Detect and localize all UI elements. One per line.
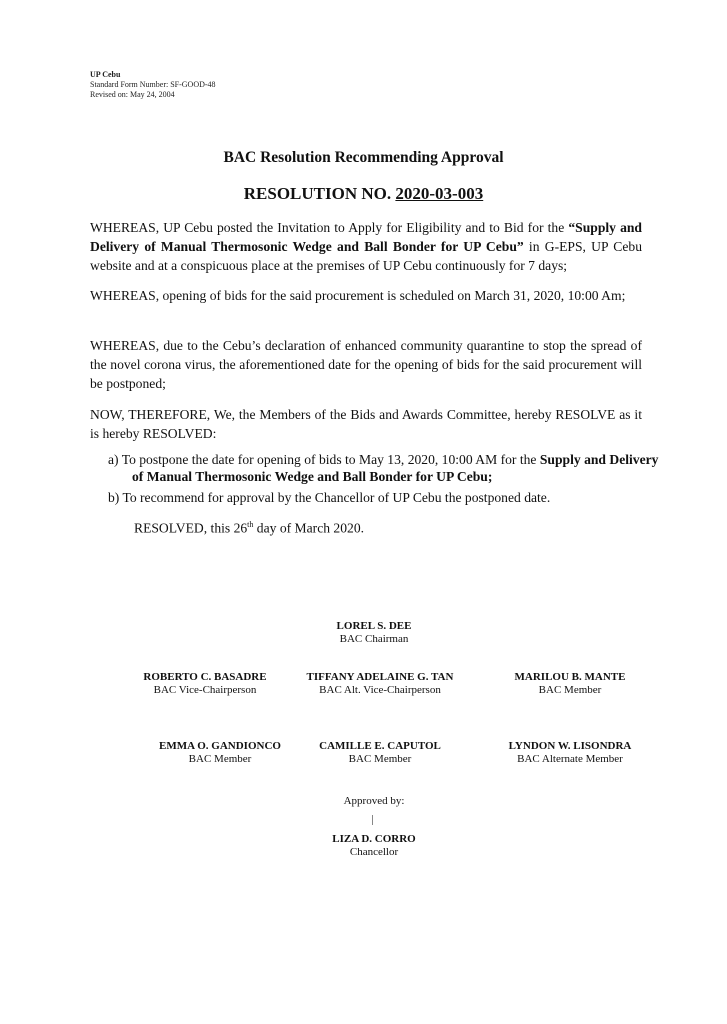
- signatory-name: LYNDON W. LISONDRA: [508, 740, 632, 752]
- resolved-date-line: [134, 520, 364, 537]
- signatory-role: Chancellor: [349, 846, 399, 858]
- signatory-role: BAC Member: [188, 753, 252, 765]
- signatory-name: ROBERTO C. BASADRE: [143, 671, 267, 683]
- whereas-paragraph-3: WHEREAS, due to the Cebu’s declaration of enhanced community quarantine to stop the spread of the novel corona virus, the aforementioned date for the opening of bids for the said procurement will be postponed;: [90, 338, 642, 391]
- item-a-project-title: Supply and Delivery of Manual Thermosonic Wedge and Ball Bonder for UP Cebu;: [132, 452, 659, 484]
- signatory-role: BAC Member: [538, 684, 602, 696]
- signatory-member-caputol: [300, 740, 460, 766]
- whereas-1-text-end: in G-EPS, UP Cebu website and at a conspicuous place at the premises of UP Cebu continuously for 7 days;: [90, 239, 642, 273]
- resolution-heading: [0, 184, 727, 204]
- form-header: [90, 70, 216, 100]
- resolved-text-end: day of March 2020.: [253, 520, 365, 536]
- signatory-name: LOREL S. DEE: [336, 620, 412, 632]
- signatory-name: EMMA O. GANDIONCO: [159, 740, 281, 752]
- signatory-member-mante: [490, 671, 650, 697]
- approved-by-label: Approved by:: [343, 795, 405, 807]
- form-org: UP Cebu: [90, 70, 121, 79]
- resolution-item-b: b) To recommend for approval by the Chancellor of UP Cebu the postponed date.: [108, 490, 551, 505]
- signatory-alternate-member: [480, 740, 660, 766]
- signatory-role: BAC Member: [348, 753, 412, 765]
- signatory-name: LIZA D. CORRO: [332, 833, 416, 845]
- signatory-alt-vice-chairperson: [300, 671, 460, 697]
- resolution-item-a: [108, 451, 666, 485]
- now-therefore-paragraph: NOW, THEREFORE, We, the Members of the Bids and Awards Committee, hereby RESOLVE as it is hereby RESOLVED:: [90, 407, 642, 441]
- signatory-member-gandionco: [140, 740, 300, 766]
- item-a-text: a) To postpone the date for opening of bids to May 13, 2020, 10:00 AM for the: [108, 452, 540, 467]
- resolution-label: RESOLUTION NO.: [243, 184, 392, 203]
- signatory-role: BAC Vice-Chairperson: [153, 684, 257, 696]
- signatory-chairman: [314, 620, 434, 646]
- whereas-paragraph-1: [90, 218, 642, 275]
- signatory-name: CAMILLE E. CAPUTOL: [319, 740, 441, 752]
- resolved-text: RESOLVED, this 26: [134, 520, 248, 536]
- whereas-1-text: WHEREAS, UP Cebu posted the Invitation to Apply for Eligibility and to Bid for the: [90, 220, 569, 235]
- signatory-vice-chairperson: [125, 671, 285, 697]
- signatory-chancellor: [314, 833, 434, 859]
- signature-mark: [372, 815, 373, 825]
- resolution-number: 2020-03-003: [395, 184, 484, 203]
- form-number: Standard Form Number: SF-GOOD-48: [90, 80, 216, 89]
- signatory-name: TIFFANY ADELAINE G. TAN: [306, 671, 454, 683]
- resolved-ordinal: th: [247, 520, 254, 529]
- whereas-paragraph-2: WHEREAS, opening of bids for the said procurement is scheduled on March 31, 2020, 10:00 Am;: [90, 288, 626, 303]
- signatory-role: BAC Alternate Member: [517, 753, 623, 765]
- signatory-role: BAC Alt. Vice-Chairperson: [319, 684, 441, 696]
- signatory-name: MARILOU B. MANTE: [514, 671, 626, 683]
- document-title: BAC Resolution Recommending Approval: [223, 149, 504, 166]
- form-revised-date: Revised on: May 24, 2004: [90, 90, 175, 99]
- signatory-role: BAC Chairman: [339, 633, 409, 645]
- whereas-1-project-title: “Supply and Delivery of Manual Thermosonic Wedge and Ball Bonder for UP Cebu”: [90, 220, 642, 254]
